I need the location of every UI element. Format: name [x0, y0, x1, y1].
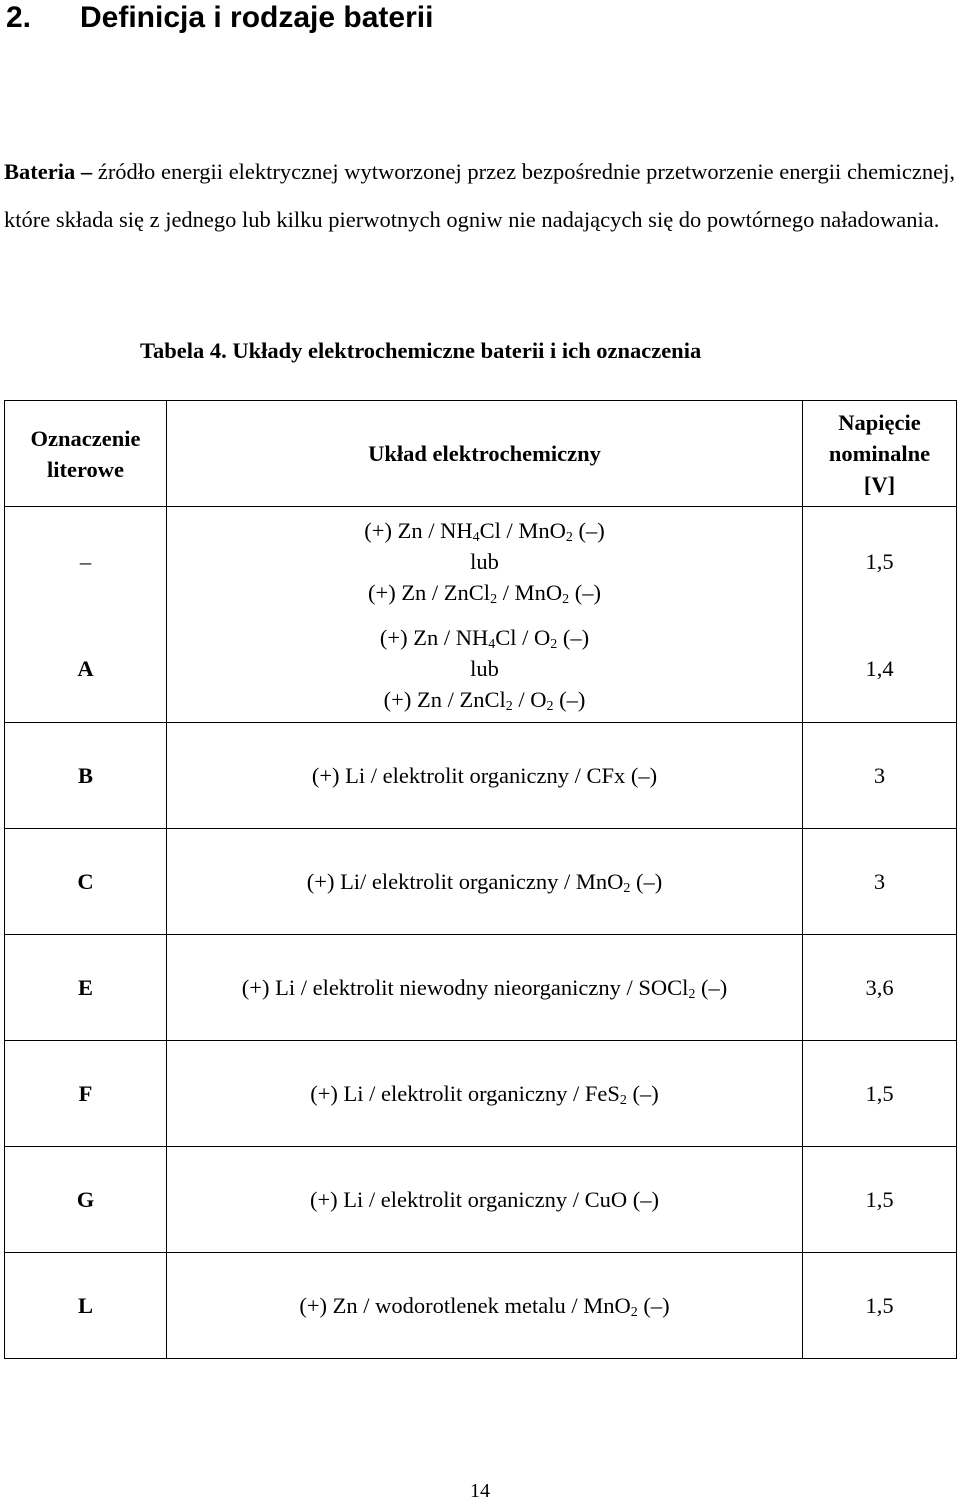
header-system-label: Układ elektrochemiczny — [368, 441, 601, 466]
cell-system — [167, 935, 803, 1041]
cell-system — [167, 507, 803, 616]
cell-code: E — [5, 935, 167, 1041]
system-line — [167, 1078, 802, 1109]
page-number: 14 — [470, 1480, 490, 1502]
formula-text: (–) — [637, 1293, 670, 1318]
formula-text: (+) Zn / ZnCl — [368, 579, 491, 605]
system-line — [167, 515, 802, 546]
section-heading — [6, 0, 433, 36]
section-number: 2. — [6, 1, 32, 34]
cell-system — [167, 1041, 803, 1147]
subscript: 2 — [505, 699, 513, 714]
system-line — [167, 1184, 802, 1215]
formula-text: lub — [470, 656, 499, 681]
cell-voltage: 1,4 — [803, 615, 957, 723]
formula-text: (–) — [569, 579, 601, 605]
cell-voltage: 3 — [803, 829, 957, 935]
formula-text: (–) — [557, 625, 590, 650]
cell-code: C — [5, 829, 167, 935]
table-caption: Tabela 4. Układy elektrochemiczne baterii i ich oznaczenia — [140, 338, 702, 363]
formula-text: Cl / MnO — [479, 517, 566, 543]
cell-system — [167, 1253, 803, 1359]
subscript: 2 — [562, 591, 570, 607]
formula-text: (+) Zn / NH — [364, 517, 473, 543]
subscript: 2 — [619, 1093, 627, 1108]
cell-code: A — [5, 615, 167, 723]
header-system — [167, 401, 803, 507]
cell-code: F — [5, 1041, 167, 1147]
formula-text: (+) Li/ elektrolit organiczny / MnO — [306, 869, 624, 894]
formula-text: / O — [512, 687, 547, 712]
system-line — [167, 866, 802, 897]
formula-text: (+) Li / elektrolit organiczny / CFx (–) — [311, 763, 658, 788]
cell-code: – — [5, 507, 167, 616]
header-code — [5, 401, 167, 507]
definition-text: źródło energii elektrycznej wytworzonej przez bezpośrednie przetworzenie energii chemicznej, które składa się z jednego lub kilku pierwotnych ogniw nie nadających się do powtórnego naładowania. — [4, 159, 956, 232]
table-row — [5, 1253, 957, 1359]
system-line — [167, 760, 802, 791]
subscript: 2 — [623, 881, 631, 896]
cell-voltage: 1,5 — [803, 1041, 957, 1147]
formula-text: (+) Zn / wodorotlenek metalu / MnO — [299, 1293, 631, 1318]
system-line — [167, 972, 802, 1003]
battery-systems-table — [4, 400, 957, 1359]
table-header-row — [5, 401, 957, 507]
system-line — [167, 577, 802, 608]
section-title: Definicja i rodzaje baterii — [80, 1, 434, 34]
cell-system — [167, 1147, 803, 1253]
table-row — [5, 1147, 957, 1253]
definition-paragraph — [4, 148, 955, 244]
system-line — [167, 653, 802, 684]
cell-code: L — [5, 1253, 167, 1359]
subscript: 2 — [630, 1305, 638, 1320]
definition-dash: – — [80, 159, 93, 184]
formula-text: (+) Li / elektrolit organiczny / FeS — [310, 1081, 620, 1106]
formula-text: (+) Li / elektrolit organiczny / CuO (–) — [309, 1187, 660, 1212]
subscript: 2 — [565, 529, 573, 545]
header-code-label: Oznaczenie literowe — [30, 425, 141, 482]
header-voltage-label: Napięcie nominalne [V] — [828, 410, 931, 497]
cell-voltage: 1,5 — [803, 1147, 957, 1253]
formula-text: (–) — [626, 1081, 659, 1106]
formula-text: / MnO — [497, 579, 563, 605]
system-line — [167, 1290, 802, 1321]
header-voltage — [803, 401, 957, 507]
subscript: 2 — [688, 987, 696, 1002]
table-row — [5, 507, 957, 616]
table-row — [5, 829, 957, 935]
formula-text: Cl / O — [495, 625, 551, 650]
system-line — [167, 546, 802, 577]
cell-voltage: 1,5 — [803, 1253, 957, 1359]
cell-system — [167, 723, 803, 829]
formula-text: (+) Zn / NH — [379, 625, 489, 650]
subscript: 4 — [472, 529, 480, 545]
table-row — [5, 723, 957, 829]
formula-text: (–) — [553, 687, 586, 712]
cell-system — [167, 829, 803, 935]
system-line — [167, 622, 802, 653]
formula-text: (–) — [630, 869, 663, 894]
cell-voltage: 3,6 — [803, 935, 957, 1041]
subscript: 2 — [550, 637, 558, 652]
cell-voltage: 3 — [803, 723, 957, 829]
subscript: 4 — [488, 637, 496, 652]
table-row — [5, 935, 957, 1041]
table-row — [5, 1041, 957, 1147]
formula-text: (–) — [572, 517, 605, 543]
cell-voltage: 1,5 — [803, 507, 957, 616]
formula-text: (+) Li / elektrolit niewodny nieorganiczny / SOCl — [241, 975, 689, 1000]
definition-term: Bateria — [4, 159, 76, 184]
formula-text: (–) — [695, 975, 728, 1000]
formula-text: (+) Zn / ZnCl — [383, 687, 506, 712]
subscript: 2 — [546, 699, 554, 714]
cell-system — [167, 615, 803, 723]
cell-code: B — [5, 723, 167, 829]
formula-text: lub — [470, 548, 499, 574]
table-row — [5, 615, 957, 723]
system-line — [167, 684, 802, 715]
cell-code: G — [5, 1147, 167, 1253]
subscript: 2 — [490, 591, 498, 607]
